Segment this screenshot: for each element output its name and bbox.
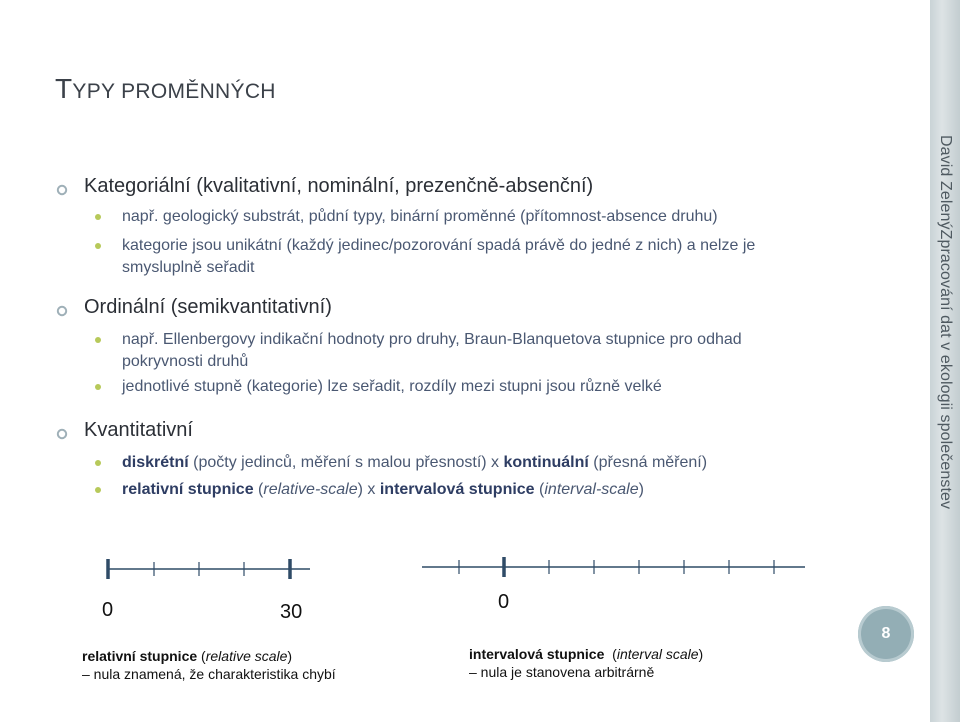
text-fragment: ( bbox=[253, 481, 264, 498]
term-interval-scale-en: interval-scale bbox=[544, 481, 639, 498]
interval-scale-caption bbox=[469, 645, 703, 681]
term-relative-scale: relativní stupnice bbox=[122, 481, 254, 498]
caption-line: – nula znamená, že charakteristika chybí bbox=[82, 666, 336, 682]
text-fragment: ) bbox=[698, 646, 704, 662]
dot-bullet-icon bbox=[95, 384, 101, 390]
ring-bullet-icon bbox=[56, 428, 68, 440]
dot-bullet-icon bbox=[95, 487, 101, 493]
dot-bullet-icon bbox=[95, 337, 101, 343]
page-title bbox=[55, 73, 276, 105]
list-item: např. Ellenbergovy indikační hodnoty pro druhy, Braun-Blanquetova stupnice pro odhad pokryvnosti druhů bbox=[122, 331, 742, 370]
section-heading-categorical: Kategoriální (kvalitativní, nominální, prezenčně-absenční) bbox=[84, 175, 594, 197]
caption-term-en: relative scale bbox=[205, 648, 288, 664]
sidebar-text bbox=[936, 135, 954, 509]
list-item: kategorie jsou unikátní (každý jedinec/pozorování spadá právě do jedné z nich) a nelze je smysluplně seřadit bbox=[122, 237, 756, 276]
caption-line: – nula je stanovena arbitrárně bbox=[469, 664, 655, 680]
ring-bullet-icon bbox=[56, 305, 68, 317]
text-fragment: ) bbox=[638, 481, 644, 498]
dot-bullet-icon bbox=[95, 460, 101, 466]
term-interval-scale: intervalová stupnice bbox=[379, 481, 535, 498]
list-item: např. geologický substrát, půdní typy, binární proměnné (přítomnost-absence druhu) bbox=[122, 208, 718, 225]
text-fragment: ) bbox=[287, 648, 293, 664]
list-item bbox=[122, 479, 822, 501]
dot-bullet-icon bbox=[95, 214, 101, 220]
page-number: 8 bbox=[881, 625, 891, 642]
term-relative-scale-en: relative-scale bbox=[263, 481, 358, 498]
text-fragment: (přesná měření) bbox=[588, 454, 708, 471]
caption-term: intervalová stupnice bbox=[469, 646, 605, 662]
text-fragment: ( bbox=[604, 646, 617, 662]
ring-bullet-icon bbox=[56, 184, 68, 196]
text-fragment: (počty jedinců, měření s malou přesností) x bbox=[188, 454, 504, 471]
section-heading-ordinal: Ordinální (semikvantitativní) bbox=[84, 296, 332, 318]
sidebar-course: Zpracování dat v ekologii společenstev bbox=[937, 229, 954, 510]
title-rest: YPY PROMĚNNÝCH bbox=[72, 80, 276, 103]
caption-line bbox=[82, 647, 336, 665]
text-fragment: ( bbox=[197, 648, 206, 664]
term-discrete: diskrétní bbox=[122, 454, 189, 471]
title-initial: T bbox=[55, 73, 73, 104]
relative-scale-line bbox=[100, 554, 320, 584]
dot-bullet-icon bbox=[95, 243, 101, 249]
section-heading-quantitative: Kvantitativní bbox=[84, 419, 193, 441]
list-item: jednotlivé stupně (kategorie) lze seřadit, rozdíly mezi stupni jsou různě velké bbox=[122, 378, 662, 395]
interval-scale-zero-label: 0 bbox=[498, 591, 510, 613]
list-item bbox=[122, 452, 822, 474]
relative-scale-end-label: 30 bbox=[280, 601, 303, 623]
caption-term-en: interval scale bbox=[616, 646, 699, 662]
caption-term: relativní stupnice bbox=[82, 648, 198, 664]
relative-scale-caption bbox=[82, 647, 336, 683]
text-fragment: ) x bbox=[357, 481, 380, 498]
term-continuous: kontinuální bbox=[503, 454, 589, 471]
page-number-badge bbox=[858, 606, 914, 662]
sidebar-author: David Zelený bbox=[937, 135, 954, 230]
interval-scale-line bbox=[418, 552, 810, 582]
text-fragment: ( bbox=[534, 481, 545, 498]
caption-line bbox=[469, 645, 703, 663]
relative-scale-zero-label: 0 bbox=[102, 599, 114, 621]
